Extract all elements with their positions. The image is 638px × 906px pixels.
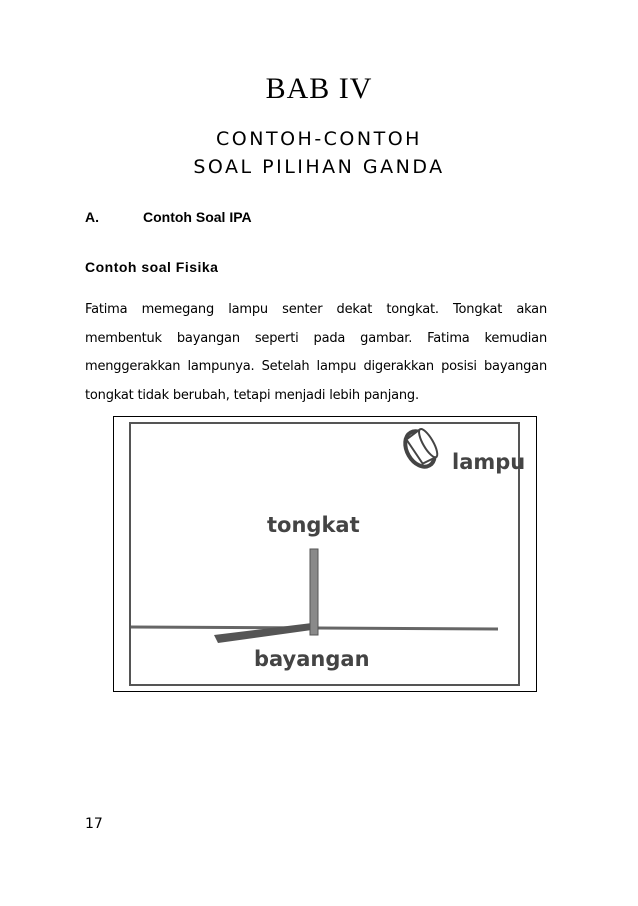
question-paragraph: Fatima memegang lampu senter dekat tongkat. Tongkat akan membentuk bayangan seperti pada gambar. Fatima kemudian menggerakkan lampunya. Setelah lampu digerakkan posisi bayangan tongkat tidak berubah, tetapi menjadi lebih panjang. bbox=[85, 302, 547, 403]
page-number: 17 bbox=[85, 816, 103, 832]
subsection-heading: Contoh soal Fisika bbox=[85, 259, 219, 275]
lamp-label: lampu bbox=[452, 450, 526, 474]
chapter-subtitle-line2: SOAL PILIHAN GANDA bbox=[193, 156, 445, 178]
chapter-title: BAB IV bbox=[265, 72, 373, 105]
chapter-subtitle-line1: CONTOH-CONTOH bbox=[216, 128, 422, 150]
section-heading bbox=[85, 209, 252, 225]
stick-label: tongkat bbox=[267, 513, 360, 537]
flashlight-icon bbox=[399, 425, 442, 472]
shadow-shape bbox=[214, 623, 319, 643]
stick-shape bbox=[310, 549, 318, 635]
shadow-label: bayangan bbox=[254, 647, 370, 671]
section-letter: A. bbox=[85, 209, 99, 225]
section-title: Contoh Soal IPA bbox=[143, 209, 252, 225]
figure-frame bbox=[113, 416, 537, 692]
